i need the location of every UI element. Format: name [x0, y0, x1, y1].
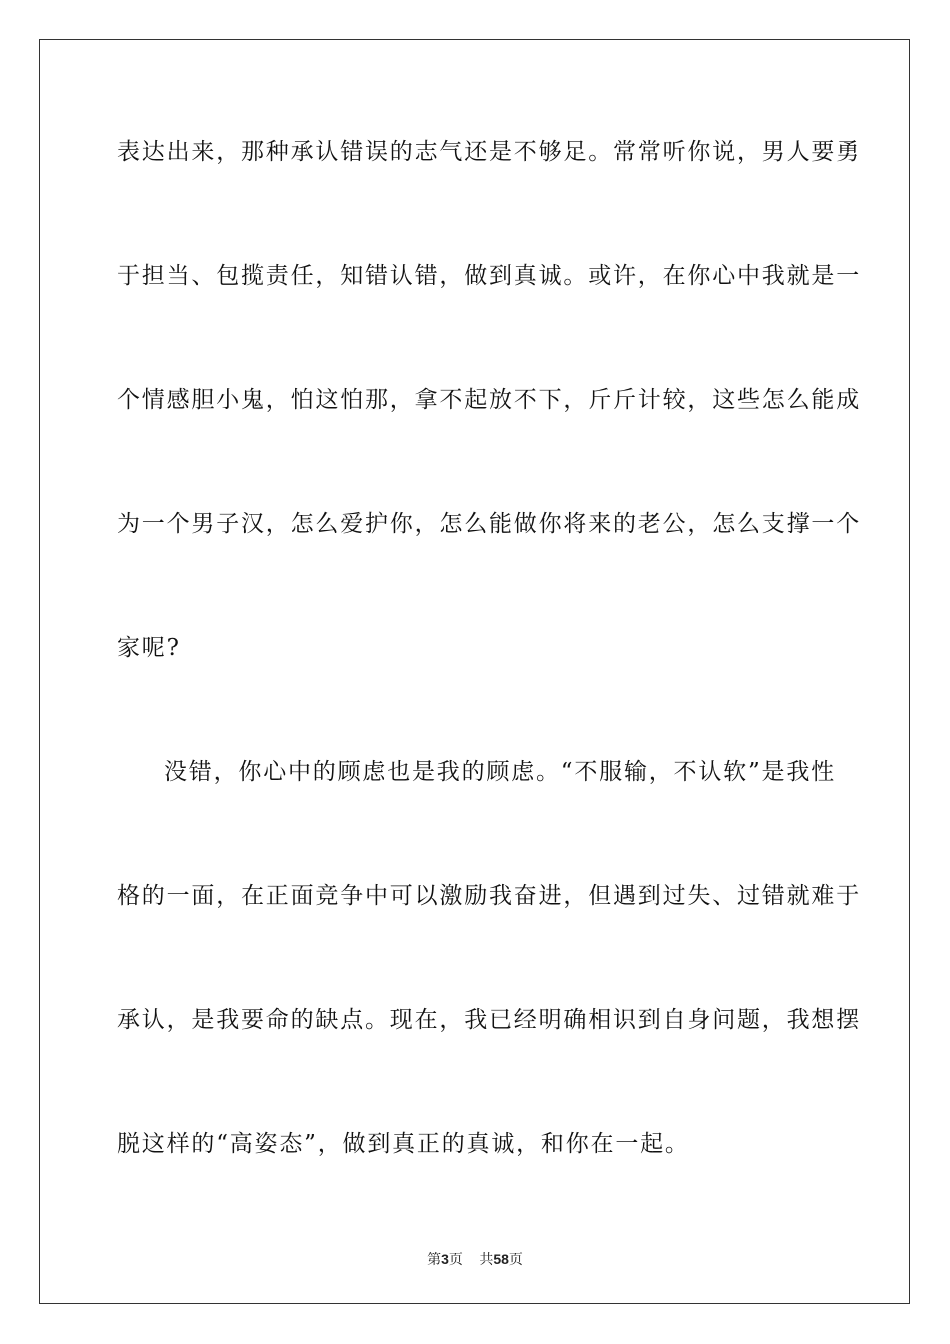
- page-prefix: 第: [427, 1252, 442, 1268]
- text-line-9: 脱这样的“高姿态”，做到真正的真诚，和你在一起。: [117, 1131, 690, 1157]
- text-line-3: 个情感胆小鬼，怕这怕那，拿不起放不下，斤斤计较，这些怎么能成: [117, 387, 861, 413]
- page-suffix: 页: [448, 1252, 463, 1268]
- text-line-7: 格的一面，在正面竞争中可以激励我奋进，但遇到过失、过错就难于: [117, 883, 861, 909]
- total-prefix: 共: [479, 1252, 494, 1268]
- text-line-4: 为一个男子汉，怎么爱护你，怎么能做你将来的老公，怎么支撑一个: [117, 511, 861, 537]
- text-line-2: 于担当、包揽责任，知错认错，做到真诚。或许，在你心中我就是一: [117, 263, 861, 289]
- page-footer: [0, 1249, 950, 1269]
- current-page-indicator: [427, 1252, 463, 1268]
- page-number: 3: [441, 1251, 449, 1267]
- total-suffix: 页: [508, 1252, 523, 1268]
- text-line-1: 表达出来，那种承认错误的志气还是不够足。常常听你说，男人要勇: [117, 139, 861, 165]
- text-line-6: 没错，你心中的顾虑也是我的顾虑。“不服输，不认软”是我性: [164, 759, 836, 785]
- text-line-5: 家呢?: [117, 635, 181, 661]
- total-number: 58: [493, 1251, 509, 1267]
- document-body: [117, 128, 861, 1244]
- total-pages-indicator: [479, 1252, 523, 1268]
- text-line-8: 承认，是我要命的缺点。现在，我已经明确相识到自身问题，我想摆: [117, 1007, 861, 1033]
